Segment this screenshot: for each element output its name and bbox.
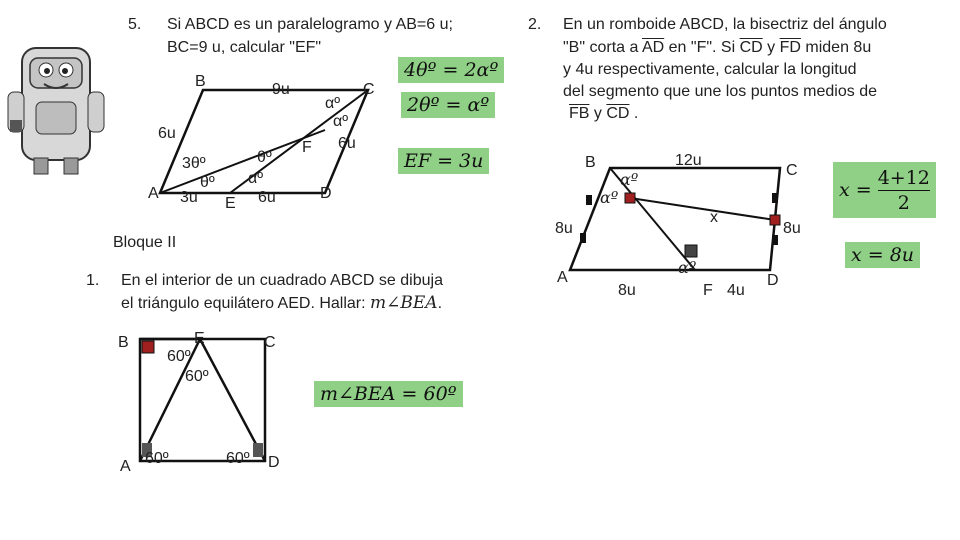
p2-label-bottom-af: 8u [618, 282, 636, 299]
problem2-seg-cd2: $\overline{CD}$ [606, 105, 630, 122]
p2-label-F: F [703, 282, 713, 299]
p2-label-D: D [767, 272, 779, 289]
p2-label-top: 12u [675, 152, 702, 169]
problem5-text-line2: BC=9 u, calcular "EF" [167, 39, 322, 56]
p2-label-B: B [585, 154, 596, 171]
p2-angle-alpha-b1: αº [620, 170, 639, 189]
problem2-line5c: . [633, 105, 639, 122]
p5-angle-alpha-c2: αº [333, 113, 349, 130]
p2-label-right: 8u [783, 220, 801, 237]
bloque-label-C: C [264, 334, 276, 351]
problem2-line5 [569, 103, 638, 125]
bloque-line2-text: el triángulo equilátero AED. Hallar: [121, 295, 366, 312]
bloque-line2-end: . [437, 295, 443, 312]
bloque-angle-d: 60º [226, 450, 250, 467]
problem5-figure [140, 70, 390, 215]
bloque-heading: Bloque II [113, 234, 177, 251]
bloque-line2 [121, 292, 442, 315]
problem5-answer-1: 4θº = 2αº [398, 57, 504, 83]
bloque-label-A: A [120, 458, 131, 475]
problem2-answer1-lhs: x = [839, 179, 872, 201]
problem5-text-line1: Si ABCD es un paralelogramo y AB=6 u; [167, 16, 453, 33]
bloque-label-B: B [118, 334, 129, 351]
p5-label-ae: 3u [180, 189, 198, 206]
bloque-label-D: D [268, 454, 280, 471]
problem2-line2d: miden 8u [805, 39, 872, 56]
problem2-answer-2: x = 8u [845, 242, 920, 268]
problem2-line3: y 4u respectivamente, calcular la longitud [563, 61, 857, 78]
problem5-answer-2: 2θº = αº [401, 92, 495, 118]
problem5-number: 5. [128, 16, 142, 33]
bloque-angle-a: 60º [145, 450, 169, 467]
p5-label-E: E [225, 195, 236, 212]
p5-label-F: F [302, 139, 312, 156]
problem2-answer1-num: 4+12 [877, 166, 930, 189]
p2-angle-alpha-f: αº [678, 258, 697, 277]
p5-label-C: C [363, 81, 375, 98]
problem2-line2c: y [767, 39, 776, 56]
p2-label-x: x [710, 209, 718, 226]
bloque-figure [110, 325, 310, 475]
p5-label-fc: 6u [338, 135, 356, 152]
problem2-seg-fd: $\overline{FD}$ [779, 39, 801, 56]
p5-label-D: D [320, 185, 332, 202]
problem2-line2b: en "F". Si [668, 39, 736, 56]
p5-angle-3theta: 3θº [182, 155, 206, 172]
backpack-mascot-icon [0, 40, 112, 178]
bloque-angle-e-left: 60º [167, 348, 191, 365]
problem5-answer-3: EF = 3u [398, 148, 489, 174]
problem2-line5b: y [593, 105, 602, 122]
p5-angle-theta-e: θº [257, 149, 272, 166]
p5-label-ed: 6u [258, 189, 276, 206]
problem2-number: 2. [528, 16, 542, 33]
p2-label-fd: 4u [727, 282, 745, 299]
p5-label-top: 9u [272, 81, 290, 98]
p5-label-B: B [195, 73, 206, 90]
p5-label-left: 6u [158, 125, 176, 142]
p2-label-left: 8u [555, 220, 573, 237]
problem2-line4: del segmento que une los puntos medios de [563, 83, 877, 100]
problem2-seg-ad: $\overline{AD}$ [641, 39, 665, 56]
p5-angle-alpha-e: αº [248, 170, 264, 187]
p5-angle-theta-a: θº [200, 174, 215, 191]
p2-label-A: A [557, 269, 568, 286]
bloque-angle-expr: m∠BEA [370, 293, 438, 313]
p5-angle-alpha-c1: αº [325, 95, 341, 112]
problem2-seg-fb: $\overline{FB}$ [569, 105, 590, 122]
problem2-seg-cd: $\overline{CD}$ [739, 39, 763, 56]
bloque-answer: m∠BEA = 60º [314, 381, 463, 407]
p2-label-C: C [786, 162, 798, 179]
p2-angle-alpha-b2: αº [600, 188, 619, 207]
p5-label-A: A [148, 185, 159, 202]
problem2-line2 [563, 37, 871, 59]
problem2-line1: En un romboide ABCD, la bisectriz del ángulo [563, 16, 887, 33]
bloque-number: 1. [86, 272, 100, 289]
problem2-line2a: "B" corta a [563, 39, 639, 56]
problem2-answer-1 [833, 162, 936, 218]
problem2-figure [550, 145, 820, 305]
bloque-line1: En el interior de un cuadrado ABCD se dibuja [121, 272, 443, 289]
bloque-angle-e-right: 60º [185, 368, 209, 385]
problem2-answer1-den: 2 [897, 191, 910, 214]
bloque-label-E: E [194, 330, 205, 347]
